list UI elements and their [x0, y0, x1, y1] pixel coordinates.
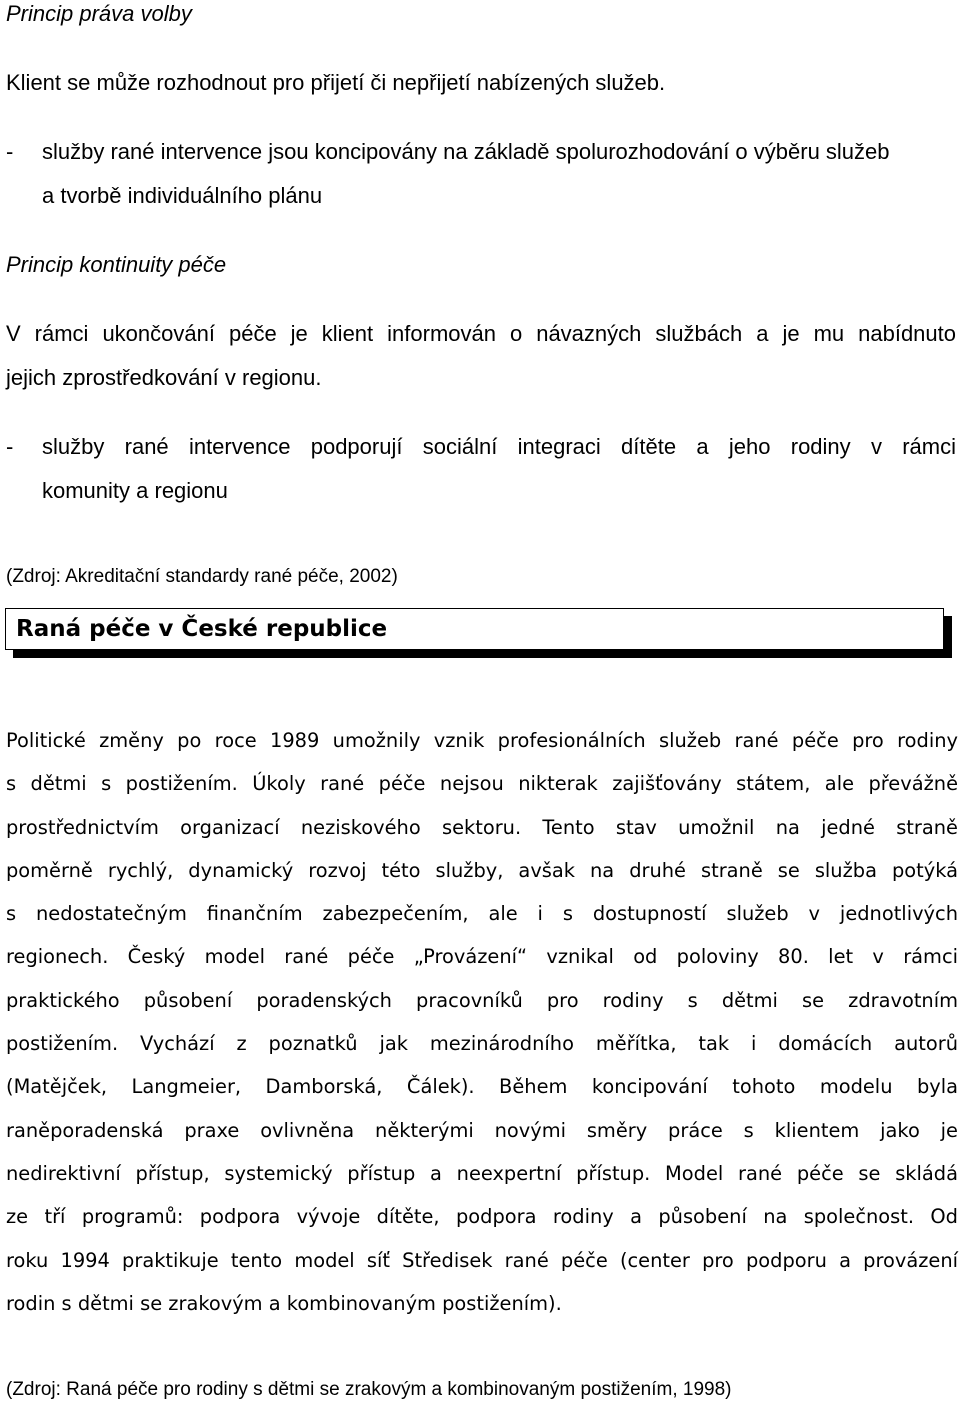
bullet-choice-line-2: a tvorbě individuálního plánu — [42, 183, 323, 208]
section-heading-continuity: Princip kontinuity péče — [6, 252, 227, 277]
paragraph-choice: Klient se může rozhodnout pro přijetí či nepřijetí nabízených služeb. — [6, 70, 666, 95]
body-line: raněporadenská praxe ovlivněna některými novými směry práce s klientem jako je — [6, 1118, 958, 1142]
body-line: poměrně rychlý, dynamický rozvoj této služby, avšak na druhé straně se služba potýká — [6, 858, 958, 882]
body-paragraph — [6, 719, 958, 1325]
body-line: (Matějček, Langmeier, Damborská, Čálek). Během koncipování tohoto modelu byla — [6, 1075, 958, 1099]
body-line: prostřednictvím organizací neziskového sektoru. Tento stav umožnil na jedné straně — [6, 815, 958, 839]
body-line: nedirektivní přístup, systemický přístup a neexpertní přístup. Model rané péče se skládá — [6, 1161, 958, 1185]
bullet-dash: - — [6, 139, 14, 164]
bullet-continuity-line-2: komunity a regionu — [42, 478, 228, 503]
paragraph-continuity-line-2: jejich zprostředkování v regionu. — [6, 365, 322, 390]
body-line: roku 1994 praktikuje tento model síť Středisek rané péče (center pro podporu a provázení — [6, 1248, 958, 1272]
bullet-continuity-line-1: služby rané intervence podporují sociální integraci dítěte a jeho rodiny v rámci — [42, 434, 956, 459]
paragraph-continuity-line-1: V rámci ukončování péče je klient informován o návazných službách a je mu nabídnuto — [6, 321, 956, 346]
chapter-title: Raná péče v České republice — [16, 616, 388, 642]
bullet-dash: - — [6, 434, 14, 459]
section-heading-choice: Princip práva volby — [6, 1, 192, 26]
body-line: ze tří programů: podpora vývoje dítěte, podpora rodiny a působení na společnost. Od — [6, 1205, 958, 1229]
chapter-heading-box — [5, 608, 944, 650]
body-line: Politické změny po roce 1989 umožnily vznik profesionálních služeb rané péče pro rodiny — [6, 729, 958, 752]
body-line: praktického působení poradenských pracovníků pro rodiny s dětmi se zdravotním — [6, 988, 958, 1012]
body-line: postižením. Vychází z poznatků jak mezinárodního měřítka, tak i domácích autorů — [6, 1032, 958, 1056]
bullet-choice-line-1: služby rané intervence jsou koncipovány na základě spolurozhodování o výběru služeb — [42, 139, 890, 164]
source-citation-1: (Zdroj: Akreditační standardy rané péče, 2002) — [6, 566, 398, 587]
body-line: s nedostatečným finančním zabezpečením, ale i s dostupností služeb v jednotlivých — [6, 902, 958, 926]
body-line: rodin s dětmi se zrakovým a kombinovaným postižením). — [6, 1291, 562, 1315]
source-citation-2: (Zdroj: Raná péče pro rodiny s dětmi se zrakovým a kombinovaným postižením, 1998) — [6, 1379, 732, 1400]
body-line: s dětmi s postižením. Úkoly rané péče nejsou nikterak zajišťovány státem, ale převážně — [6, 772, 958, 796]
body-line: regionech. Český model rané péče „Provázení“ vznikal od poloviny 80. let v rámci — [6, 945, 958, 969]
